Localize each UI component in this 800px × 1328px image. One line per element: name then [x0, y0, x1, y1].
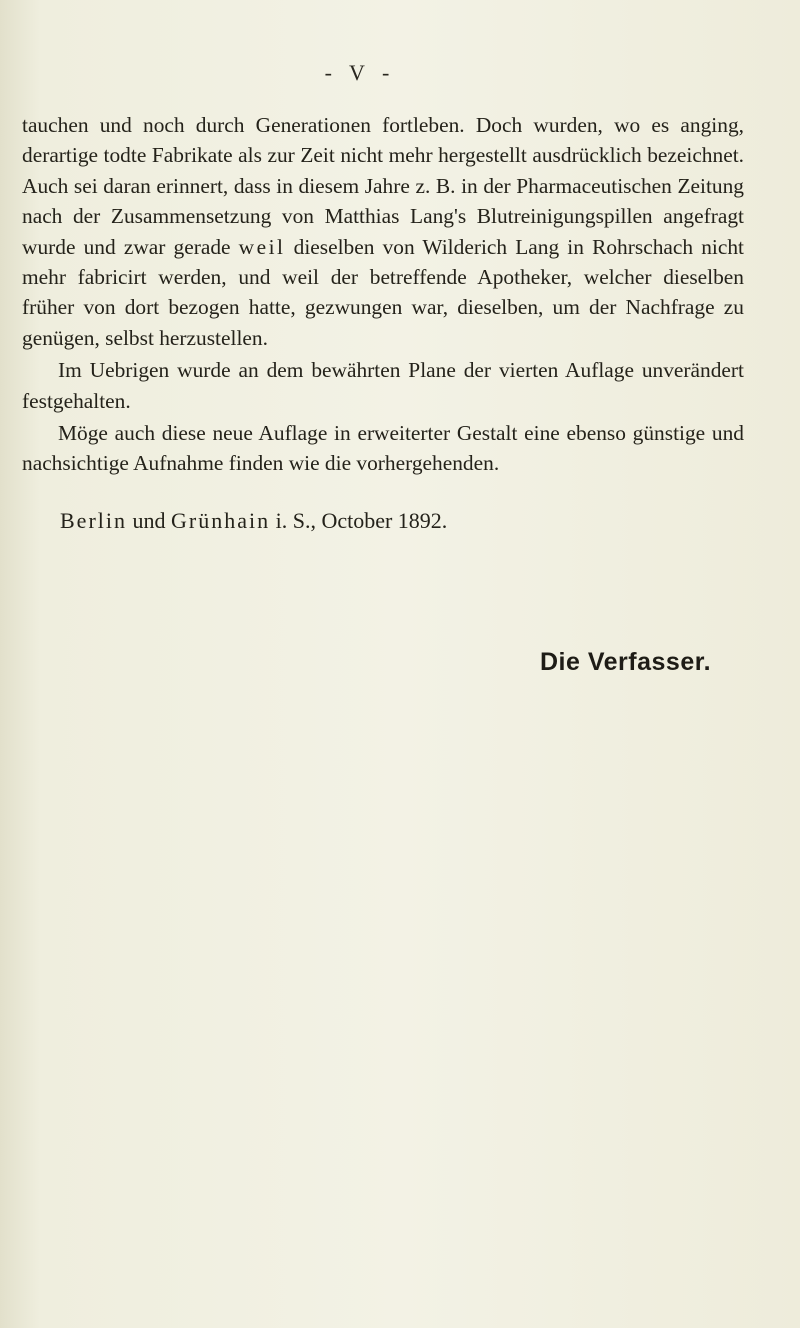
- date-line: i. S., October 1892.: [275, 508, 448, 533]
- place-berlin: Berlin: [60, 508, 127, 533]
- paragraph-1-part-1: tauchen und noch durch Generationen fortleben. Doch wurden, wo es anging, derartige todte Fabrikate als zur Zeit nicht mehr hergestellt ausdrücklich bezeichnet. Auch sei daran erinnert, dass in diesem Jahre z. B. in der Pharmaceutischen Zeitung nach der Zusammensetzung von Matthias Lang's Blutreinigungspillen angefragt wurde und zwar gerade: [22, 113, 744, 259]
- paragraph-3: Möge auch diese neue Auflage in erweiterter Gestalt eine ebenso günstige und nachsichtige Aufnahme finden wie die vorhergehenden.: [22, 421, 744, 476]
- place-connector: und: [132, 508, 166, 533]
- signature: Die Verfasser.: [540, 648, 712, 676]
- paragraph-1-part-2: dieselben von Wilderich Lang in Rohrschach nicht mehr fabricirt werden, und weil der betreffende Apotheker, welcher dieselben früher von dort bezogen hatte, gezwungen war, dieselben, um der Nachfrage zu genügen, selbst herzustellen.: [22, 234, 744, 350]
- emphasis-weil: weil: [238, 234, 286, 259]
- paragraph-1: [22, 110, 744, 353]
- body-text: [22, 110, 744, 479]
- paragraph-2: Im Uebrigen wurde an dem bewährten Plane der vierten Auflage unverändert festgehalten.: [22, 358, 744, 413]
- page-number: - V -: [324, 60, 396, 85]
- place-gruenhain: Grünhain: [171, 508, 271, 533]
- place-and-date: [60, 508, 447, 534]
